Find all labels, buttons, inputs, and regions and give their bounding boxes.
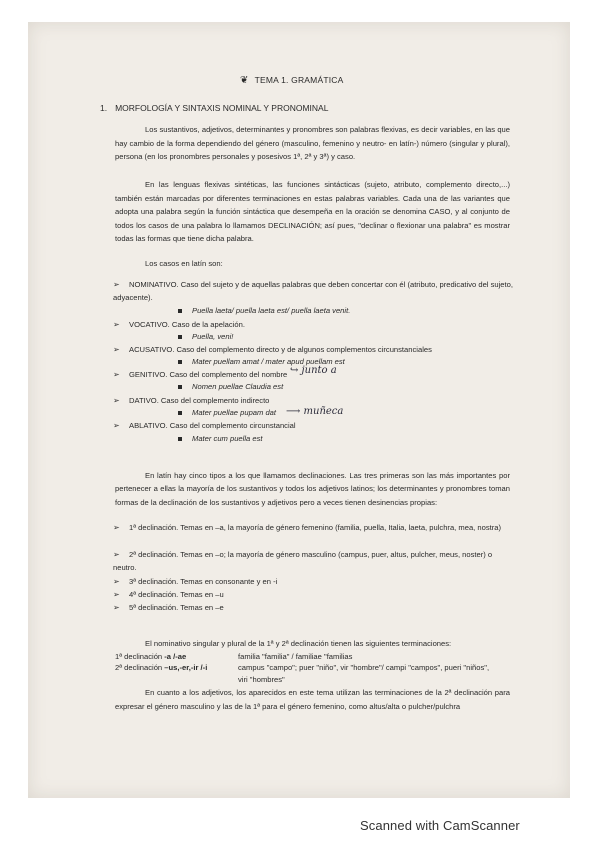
case-genitivo: ➢ GENITIVO. Caso del complemento del nombre [113,369,513,382]
arrow-bullet-icon: ➢ [113,550,120,559]
case-ablativo: ➢ ABLATIVO. Caso del complemento circunstancial [113,420,513,433]
arrow-bullet-icon: ➢ [113,577,120,586]
declension-2: ➢ 2ª declinación. Temas en –o; la mayoría de género masculino (campus, puer, altus, pulcher, meus, noster) o neutro. [113,550,493,572]
page-title: ❦ TEMA 1. GRAMÁTICA [240,75,344,86]
square-bullet-icon [178,360,182,364]
example-ablativo: Mater cum puella est [178,434,262,443]
fleur-icon: ❦ [240,75,249,86]
square-bullet-icon [178,335,182,339]
endings-row2-label: 2ª declinación –us,-er,-ir /-i [115,663,208,672]
paragraph-4: En cuanto a los adjetivos, los aparecidos en este tema utilizan las terminaciones de la 2ª declinación para expresar el género masculino y las de la 1ª para el género femenino, como altus/alta o pulcher/pulchra [115,688,510,711]
endings-row1-example: familia "familia" / familiae "familias [238,652,353,661]
example-genitivo: Nomen puellae Claudia est [178,382,283,391]
arrow-bullet-icon: ➢ [113,603,120,612]
paragraph-3: En latín hay cinco tipos a los que llamamos declinaciones. Las tres primeras son las más importantes por pertenecer a ellas la mayoría de los sustantivos y todos los adjetivos latinos; los determinantes y pronombres toman formas de la declinación de los sustantivos y adjetivos pero a veces tienen desinencias propias: [115,471,510,507]
arrow-bullet-icon: ➢ [113,421,120,430]
arrow-bullet-icon: ➢ [113,590,120,599]
declension-3: ➢ 3ª declinación. Temas en consonante y en -i [113,577,278,586]
square-bullet-icon [178,385,182,389]
scanner-watermark: Scanned with CamScanner [360,818,520,833]
handwritten-note-junto-a: ↪ junto a [290,365,337,376]
endings-intro: El nominativo singular y plural de la 1ª y 2ª declinación tienen las siguientes terminaciones: [145,639,452,648]
arrow-bullet-icon: ➢ [113,345,120,354]
paragraph-1: Los sustantivos, adjetivos, determinantes y pronombres son palabras flexivas, es decir variables, en las que hay cambio de la forma dependiendo del género (masculino, femenino y neutro- en latín-) número (singular y plural), persona (en los pronombres personales y posesivos 1ª, 2ª y 3ª) y caso. [115,125,510,162]
handwritten-note-muneca: ⟶ muñeca [286,406,344,417]
arrow-bullet-icon: ➢ [113,280,120,289]
example-acusativo: Mater puellam amat / mater apud puellam est [178,357,345,366]
endings-row2-example: campus "campo"; puer "niño", vir "hombre"/ campi "campos", pueri "niños", [238,663,490,672]
arrow-bullet-icon: ➢ [113,396,120,405]
case-acusativo: ➢ ACUSATIVO. Caso del complemento directo y de algunos complementos circunstanciales [113,344,513,357]
case-dativo: ➢ DATIVO. Caso del complemento indirecto [113,395,513,408]
arrow-bullet-icon: ➢ [113,523,120,532]
arrow-bullet-icon: ➢ [113,370,120,379]
cases-intro: Los casos en latín son: [145,259,223,268]
square-bullet-icon [178,411,182,415]
endings-row1-label: 1ª declinación -a /-ae [115,652,187,661]
endings-row2-example-cont: viri "hombres" [238,675,285,684]
example-vocativo: Puella, veni! [178,332,233,341]
declension-1: ➢ 1ª declinación. Temas en –a, la mayoría de género femenino (familia, puella, Italia, laeta, pulchra, mea, nostra) [113,523,502,532]
example-nominativo: Puella laeta/ puella laeta est/ puella laeta venit. [178,306,350,315]
section-heading: 1. MORFOLOGÍA Y SINTAXIS NOMINAL Y PRONOMINAL [100,103,329,113]
paragraph-2: En las lenguas flexivas sintéticas, las funciones sintácticas (sujeto, atributo, complemento directo,...) también están marcadas por diferentes terminaciones en estas palabras variables. Cada una de las variantes que adopta una palabra según la función sintáctica que desempeña en la oración se denomina CASO, y al conjunto de todos los casos de una palabra lo llamamos DECLINACIÓN; así pues, "declinar o flexionar una palabra" es mostrar todas las formas que tiene dicha palabra. [115,180,510,244]
declension-4: ➢ 4ª declinación. Temas en –u [113,590,224,599]
example-dativo: Mater puellae pupam dat [178,408,276,417]
declension-5: ➢ 5ª declinación. Temas en –e [113,603,224,612]
square-bullet-icon [178,437,182,441]
arrow-bullet-icon: ➢ [113,320,120,329]
case-nominativo: ➢ NOMINATIVO. Caso del sujeto y de aquellas palabras que deben concertar con él (atributo, predicativo del sujeto, adyacente). [113,280,513,302]
square-bullet-icon [178,309,182,313]
case-vocativo: ➢ VOCATIVO. Caso de la apelación. [113,319,513,332]
